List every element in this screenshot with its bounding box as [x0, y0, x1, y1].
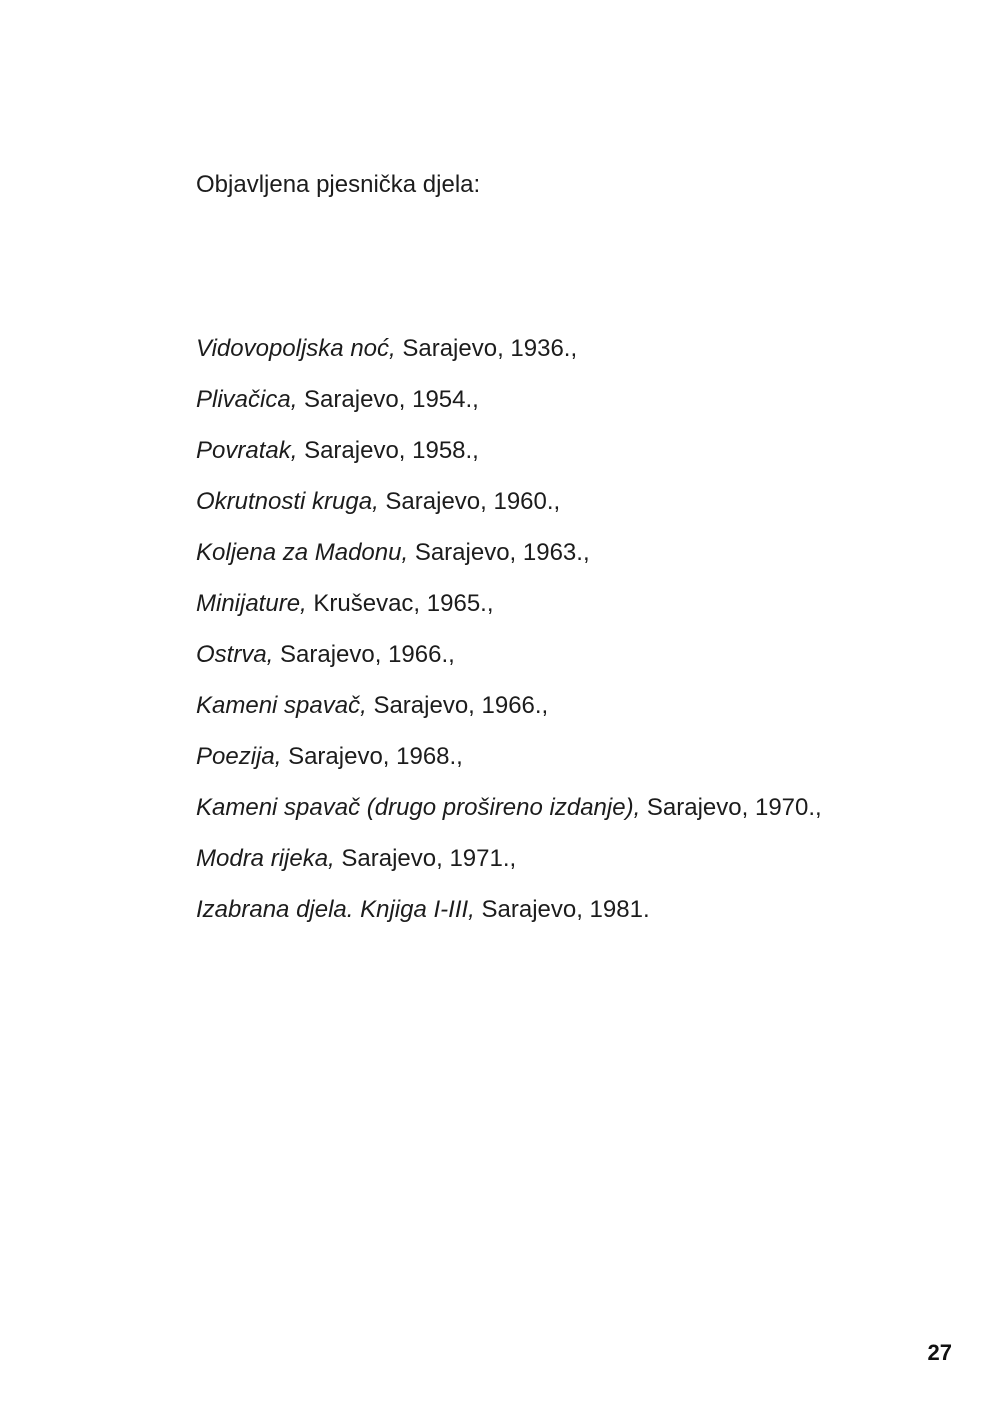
work-details: Sarajevo, 1966., [280, 641, 455, 668]
work-title: Okrutnosti kruga, [196, 488, 379, 515]
list-item [196, 333, 822, 384]
list-item [196, 690, 822, 741]
list-item [196, 894, 822, 945]
works-list [196, 333, 822, 945]
list-item [196, 384, 822, 435]
work-details: Sarajevo, 1958., [304, 437, 479, 464]
work-title: Izabrana djela. Knjiga I-III, [196, 896, 475, 923]
work-details: Sarajevo, 1960., [385, 488, 561, 515]
work-title: Ostrva, [196, 641, 274, 668]
work-details: Sarajevo, 1968., [288, 743, 463, 770]
work-title: Povratak, [196, 437, 298, 464]
work-title: Poezija, [196, 743, 282, 770]
work-title: Vidovopoljska noć, [196, 335, 396, 362]
section-heading: Objavljena pjesnička djela: [196, 171, 481, 198]
work-details: Sarajevo, 1971., [341, 845, 517, 872]
work-details: Sarajevo, 1966., [373, 692, 549, 719]
list-item [196, 537, 822, 588]
list-item [196, 843, 822, 894]
work-details: Sarajevo, 1936., [402, 335, 578, 362]
work-title: Kameni spavač, [196, 692, 367, 719]
page-number: 27 [927, 1340, 952, 1365]
work-title: Minijature, [196, 590, 307, 617]
work-details: Kruševac, 1965., [313, 590, 494, 617]
list-item [196, 435, 822, 486]
work-title: Plivačica, [196, 386, 298, 413]
work-details: Sarajevo, 1981. [481, 896, 650, 923]
work-details: Sarajevo, 1963., [414, 539, 590, 566]
work-details: Sarajevo, 1954., [304, 386, 479, 413]
work-details: Sarajevo, 1970., [646, 794, 822, 821]
list-item [196, 639, 822, 690]
list-item [196, 588, 822, 639]
list-item [196, 486, 822, 537]
list-item [196, 792, 822, 843]
work-title: Modra rijeka, [196, 845, 335, 872]
work-title: Koljena za Madonu, [196, 539, 409, 566]
list-item [196, 741, 822, 792]
work-title: Kameni spavač (drugo prošireno izdanje), [196, 794, 641, 821]
